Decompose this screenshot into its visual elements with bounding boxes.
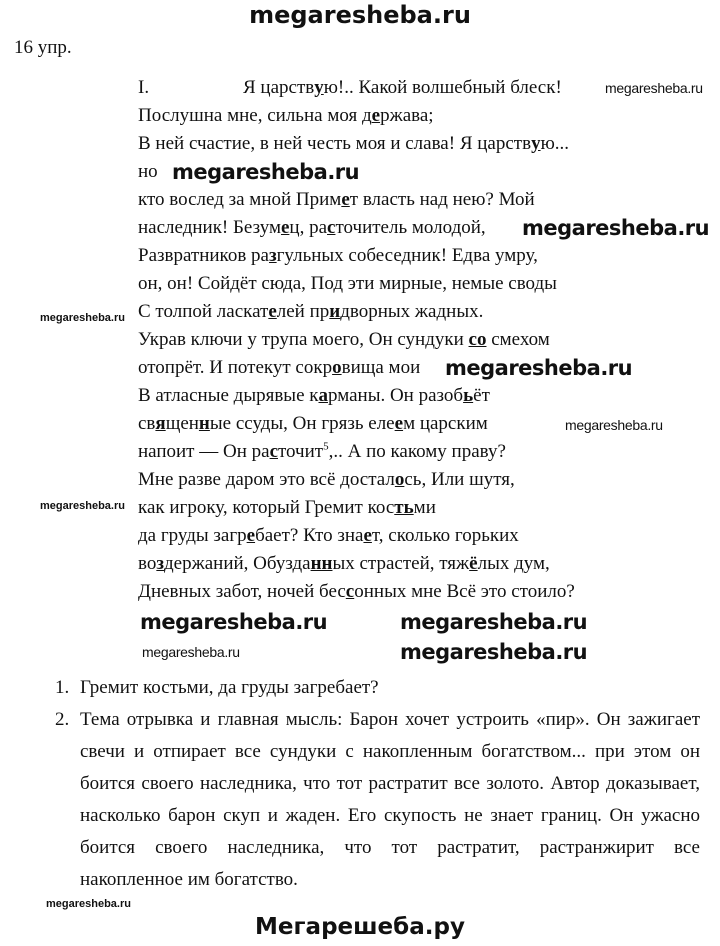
- stressed-letter: е: [371, 105, 381, 126]
- poem-text: Послушна мне, сильна моя д: [138, 105, 372, 126]
- poem-line: [138, 214, 575, 242]
- poem-text: ёт: [473, 385, 490, 406]
- stressed-letter: с: [327, 217, 336, 238]
- poem-line: [138, 270, 575, 298]
- answers-list: [55, 672, 700, 896]
- stressed-letter: нн: [310, 553, 333, 574]
- poem-line: [138, 74, 575, 102]
- poem-line: [138, 102, 575, 130]
- poem-text: рманы. Он разоб: [327, 385, 464, 406]
- watermark: megaresheba.ru: [40, 500, 125, 512]
- poem-line: [138, 494, 575, 522]
- poem-line: [138, 578, 575, 606]
- stressed-letter: е: [363, 525, 372, 546]
- poem-text: Украв ключи у трупа моего, Он сундуки: [138, 329, 469, 350]
- poem: [138, 74, 575, 606]
- stressed-letter: у: [314, 77, 324, 98]
- poem-text: Дневных забот, ночей бес: [138, 581, 346, 602]
- poem-text: точитель молодой,: [335, 217, 486, 238]
- answer-item: [55, 704, 700, 896]
- roman-numeral: I.: [138, 77, 150, 98]
- poem-text: лых дум,: [477, 553, 550, 574]
- poem-text: онных мне Всё это стоило?: [354, 581, 575, 602]
- answer-text: Тема отрывка и главная мысль: Барон хочет устроить «пир». Он зажигает свечи и отпирает все сундуки с накопленным богатством... при этом он боится своего наследника, что тот растратит все золото. Автор доказывает, насколько барон скуп и жаден. Его скупость не знает границ. Он ужасно боится своего наследника, что тот растратит, растранжирит все накопленное им богатство.: [80, 709, 700, 890]
- poem-text: ю!.. Какой волшебный блеск!: [323, 77, 562, 98]
- poem-line: [138, 550, 575, 578]
- poem-text: т власть над нею? Мой: [349, 189, 535, 210]
- stressed-letter: о: [394, 469, 405, 490]
- poem-text: он, он! Сойдёт сюда, Под эти мирные, немые своды: [138, 273, 557, 294]
- poem-text: св: [138, 413, 156, 434]
- watermark: megaresheba.ru: [40, 312, 125, 324]
- poem-line: [138, 298, 575, 326]
- exercise-number: 16 упр.: [14, 37, 72, 58]
- stressed-letter: е: [246, 525, 256, 546]
- stressed-letter: я: [155, 413, 166, 434]
- poem-text: во: [138, 553, 157, 574]
- watermark: megaresheba.ru: [565, 417, 663, 433]
- watermark: megaresheba.ru: [400, 640, 588, 664]
- stressed-letter: ть: [394, 497, 414, 518]
- watermark: megaresheba.ru: [142, 644, 240, 660]
- poem-text: Мне разве даром это всё достал: [138, 469, 395, 490]
- stressed-letter: з: [156, 553, 164, 574]
- poem-text: ми: [413, 497, 436, 518]
- poem-text: наследник! Безум: [138, 217, 281, 238]
- poem-text: Я царств: [243, 77, 315, 98]
- poem-line: [138, 130, 575, 158]
- poem-line: [138, 382, 575, 410]
- answer-item: [55, 672, 700, 704]
- stressed-letter: е: [268, 301, 277, 322]
- poem-text: напоит — Он ра: [138, 441, 270, 462]
- stressed-letter: з: [268, 245, 277, 266]
- watermark: megaresheba.ru: [400, 610, 588, 634]
- poem-text: В ней счастие, в ней честь моя и слава! Я царств: [138, 133, 532, 154]
- site-footer: Мегарешеба.ру: [255, 914, 465, 940]
- stressed-letter: ь: [463, 385, 474, 406]
- watermark: megaresheba.ru: [46, 898, 131, 910]
- poem-line: [138, 522, 575, 550]
- poem-text: но: [138, 161, 158, 182]
- poem-text: точит: [278, 441, 324, 462]
- poem-text: ц, ра: [289, 217, 328, 238]
- poem-text: лей пр: [276, 301, 330, 322]
- poem-text: дворных жадных.: [340, 301, 484, 322]
- poem-text: смехом: [486, 329, 550, 350]
- poem-text: да груды загр: [138, 525, 247, 546]
- watermark: megaresheba.ru: [605, 80, 703, 96]
- watermark: megaresheba.ru: [140, 610, 328, 634]
- stressed-letter: с: [269, 441, 278, 462]
- poem-text: ые ссуды, Он грязь еле: [209, 413, 395, 434]
- stressed-letter: с: [345, 581, 355, 602]
- poem-line: [138, 186, 575, 214]
- poem-line: [138, 242, 575, 270]
- answer-number: 1.: [55, 677, 70, 698]
- poem-line: [138, 410, 575, 438]
- poem-text: вища мои: [341, 357, 421, 378]
- poem-text: В атласные дырявые к: [138, 385, 319, 406]
- stressed-letter: е: [341, 189, 350, 210]
- stressed-letter: а: [318, 385, 328, 406]
- stressed-letter: е: [280, 217, 290, 238]
- stressed-letter: о: [332, 357, 342, 378]
- footnote-mark: 5: [323, 440, 329, 453]
- answer-number: 2.: [55, 709, 70, 730]
- stressed-letter: ё: [469, 553, 478, 574]
- watermark: megaresheba.ru: [445, 356, 633, 380]
- poem-text: ю...: [540, 133, 570, 154]
- poem-line: [138, 326, 575, 354]
- poem-text: С толпой ласкат: [138, 301, 269, 322]
- site-header: megaresheba.ru: [249, 1, 471, 29]
- poem-text: гульных собеседник! Едва умру,: [276, 245, 538, 266]
- poem-text: сь, Или шутя,: [404, 469, 515, 490]
- stressed-letter: у: [531, 133, 541, 154]
- stressed-letter: н: [198, 413, 210, 434]
- poem-text: отопрёт. И потекут сокр: [138, 357, 333, 378]
- answer-text: Гремит костьми, да груды загребает?: [80, 677, 379, 698]
- poem-text: как игроку, который Гремит кос: [138, 497, 395, 518]
- watermark: megaresheba.ru: [522, 216, 710, 240]
- poem-text: ,.. А по какому праву?: [328, 441, 506, 462]
- poem-text: Развратников ра: [138, 245, 269, 266]
- poem-text: держаний, Обузда: [163, 553, 311, 574]
- poem-text: кто вослед за мной Прим: [138, 189, 342, 210]
- poem-text: м царским: [403, 413, 488, 434]
- poem-text: ых страстей, тяж: [332, 553, 470, 574]
- poem-line: [138, 438, 575, 466]
- poem-text: т, сколько горьких: [371, 525, 519, 546]
- stressed-letter: е: [394, 413, 404, 434]
- poem-line: [138, 466, 575, 494]
- watermark: megaresheba.ru: [172, 160, 360, 184]
- stressed-letter: со: [468, 329, 487, 350]
- stressed-letter: и: [329, 301, 341, 322]
- poem-text: щен: [165, 413, 199, 434]
- poem-text: ржава;: [380, 105, 434, 126]
- poem-text: бает? Кто зна: [255, 525, 364, 546]
